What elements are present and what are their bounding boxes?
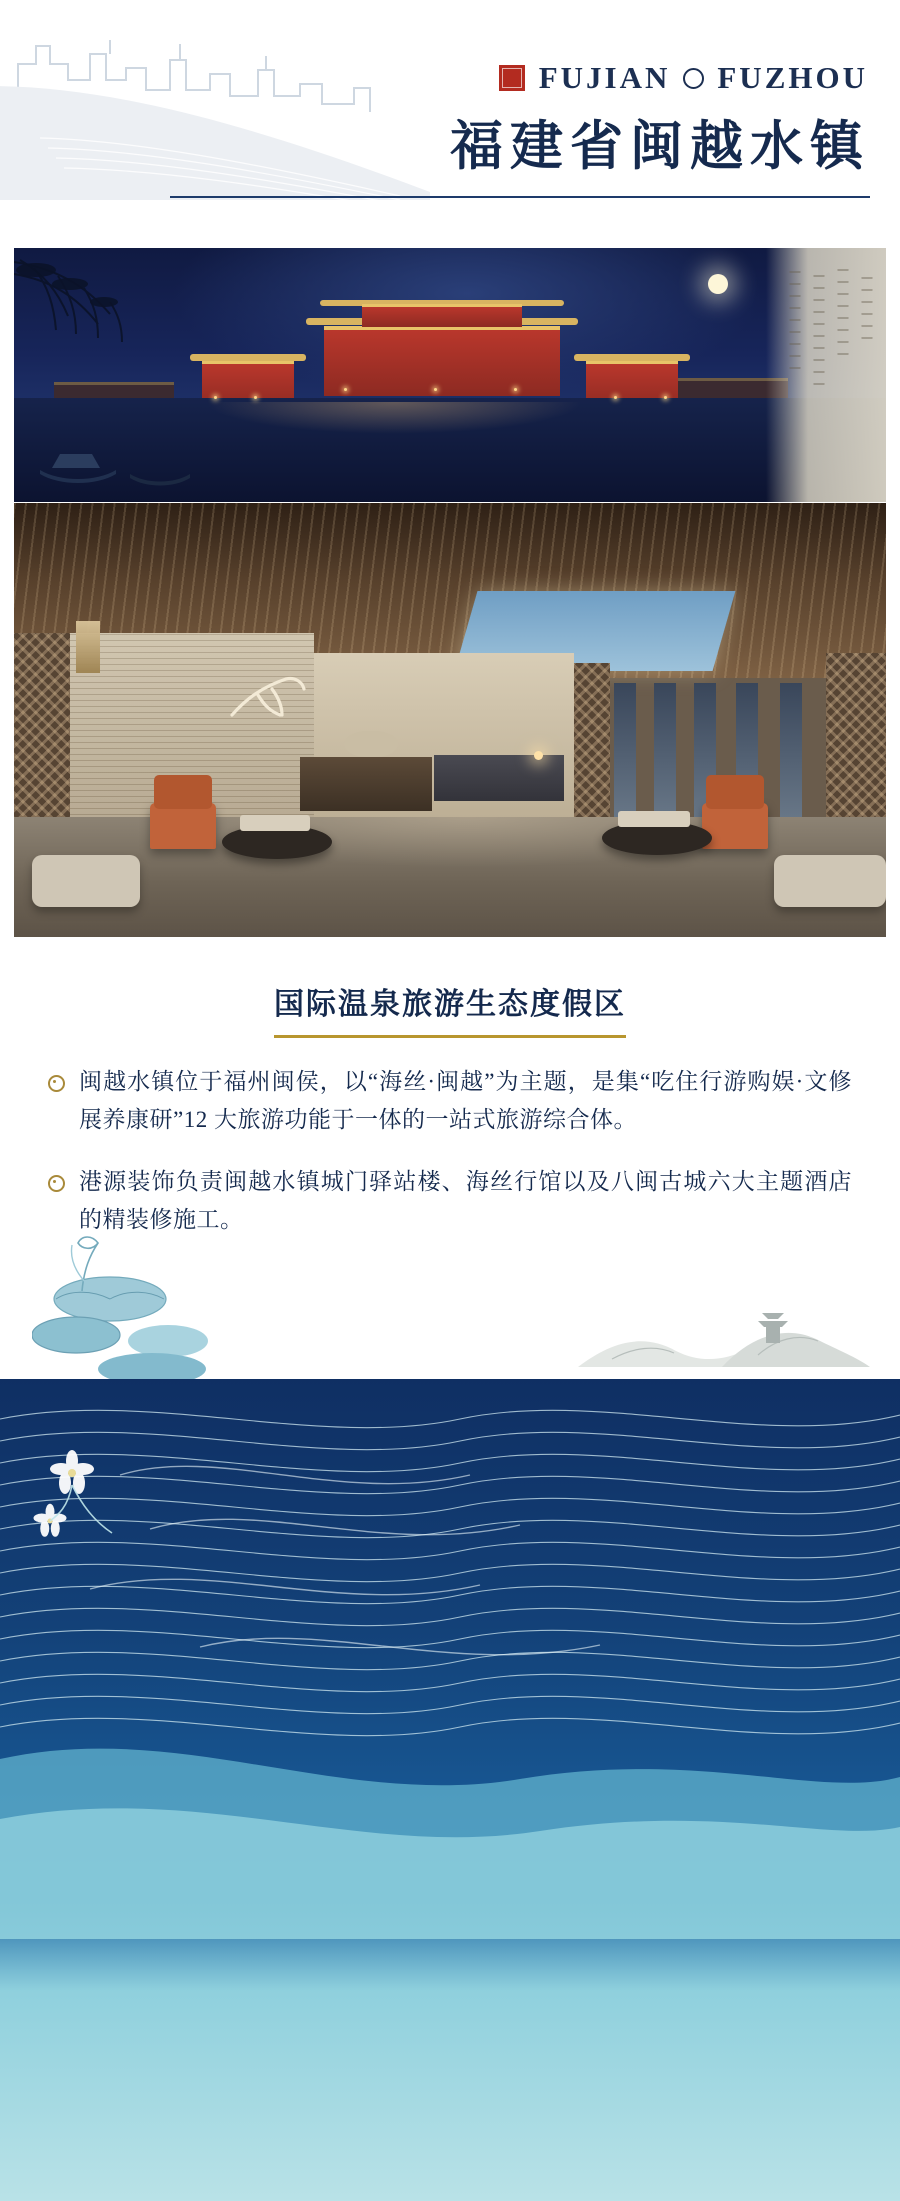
night-town-panorama	[14, 248, 886, 502]
bullet-ring-icon	[48, 1175, 65, 1192]
bullet-text: 港源装饰负责闽越水镇城门驿站楼、海丝行馆以及八闽古城六大主题酒店的精装修施工。	[79, 1169, 852, 1232]
armchair-right-seat	[702, 803, 768, 849]
decor-bowl	[344, 731, 398, 757]
book-stack-right	[618, 811, 690, 827]
hotel-lobby-interior	[14, 503, 886, 937]
console-table	[300, 757, 432, 811]
desk-lamp-icon	[534, 751, 543, 760]
card-title: 国际温泉旅游生态度假区	[274, 979, 626, 1038]
armchair-left-back	[154, 775, 212, 809]
header-english-block	[499, 60, 868, 96]
page-title: 福建省闽越水镇	[450, 118, 870, 176]
header-swoosh-decor	[0, 80, 430, 200]
right-pavilion-roof	[574, 354, 690, 361]
left-pavilion-roof	[190, 354, 306, 361]
page-header	[0, 0, 900, 232]
moon-icon	[708, 274, 728, 294]
calligraphy-text-decor	[774, 258, 880, 490]
main-hall-upper	[362, 304, 522, 327]
sofa-left	[32, 855, 140, 907]
sofa-right	[774, 855, 886, 907]
footer-wave-decor	[0, 1379, 900, 2201]
pendant-lamp-icon	[76, 621, 100, 673]
bullet-text: 闽越水镇位于福州闽侯，以“海丝·闽越”为主题，是集“吃住行游购娱·文修展养康研”12 大旅游功能于一体的一站式旅游综合体。	[79, 1069, 852, 1132]
header-english-right: FUZHOU	[717, 60, 868, 95]
bullet-ring-icon	[48, 1075, 65, 1092]
jasmine-flower-icon	[20, 1429, 160, 1579]
lobby-lattice-screen-mid	[574, 663, 610, 833]
lobby-lattice-screen-left	[14, 633, 70, 833]
red-seal-icon	[499, 65, 525, 91]
lobby-lattice-screen-right	[826, 653, 886, 843]
header-divider	[170, 196, 870, 198]
mountain-pavilion-icon	[572, 1263, 872, 1373]
list-item	[48, 1063, 852, 1139]
list-item	[48, 1163, 852, 1239]
description-card	[14, 937, 886, 1379]
lobby-window-5	[780, 683, 802, 833]
wall-art-figure-icon	[228, 671, 312, 733]
header-english-left: FUJIAN	[538, 60, 671, 95]
armchair-right-back	[706, 775, 764, 809]
book-stack-left	[240, 815, 310, 831]
lotus-icon	[32, 1229, 262, 1379]
armchair-left-seat	[150, 803, 216, 849]
card-title-wrap	[14, 979, 886, 1038]
footer-gradient-fill	[0, 1901, 900, 2201]
circle-ring-icon	[683, 68, 704, 89]
header-english-title	[539, 60, 868, 96]
main-hall	[324, 326, 560, 396]
reception-desk	[434, 755, 564, 801]
boats-icon	[34, 440, 214, 488]
